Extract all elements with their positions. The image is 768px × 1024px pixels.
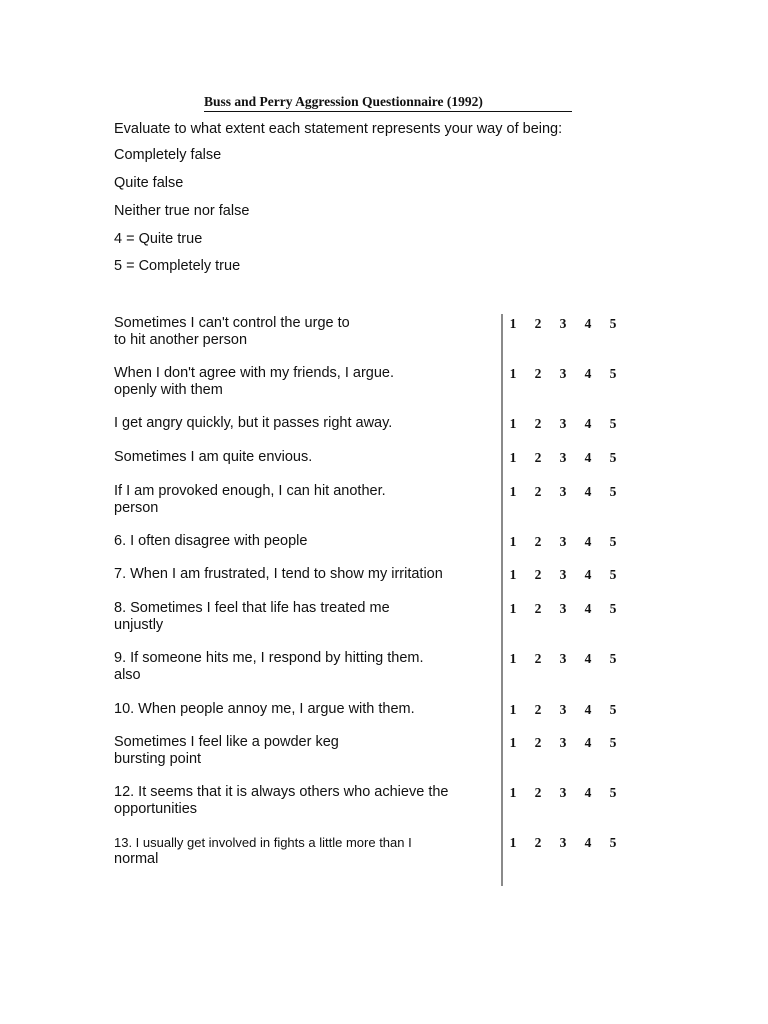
question-item	[114, 834, 494, 868]
question-text-line1: 10. When people annoy me, I argue with them.	[114, 701, 415, 717]
rating-option-2[interactable]: 2	[534, 450, 542, 465]
question-text-line1: 13. I usually get involved in fights a little more than I	[114, 835, 412, 850]
rating-option-3[interactable]: 3	[559, 702, 567, 717]
question-text-line1: When I don't agree with my friends, I argue.	[114, 365, 395, 381]
rating-scale	[508, 600, 618, 617]
question-item	[114, 415, 494, 432]
rating-option-2[interactable]: 2	[534, 601, 542, 616]
question-item	[114, 701, 494, 718]
rating-scale	[508, 784, 618, 801]
scale-option-4: 4 = Quite true	[114, 231, 203, 247]
scale-option-3: Neither true nor false	[114, 203, 250, 219]
rating-option-4[interactable]: 4	[584, 735, 592, 750]
rating-option-3[interactable]: 3	[559, 450, 567, 465]
rating-option-1[interactable]: 1	[509, 651, 517, 666]
rating-option-2[interactable]: 2	[534, 534, 542, 549]
question-item	[114, 483, 494, 517]
rating-option-5[interactable]: 5	[609, 567, 617, 582]
question-item	[114, 315, 494, 349]
rating-scale	[508, 734, 618, 751]
rating-option-1[interactable]: 1	[509, 366, 517, 381]
rating-option-3[interactable]: 3	[559, 785, 567, 800]
question-text-line1: 6. I often disagree with people	[114, 533, 308, 549]
rating-option-3[interactable]: 3	[559, 651, 567, 666]
question-text-line1: Sometimes I feel like a powder keg	[114, 734, 339, 750]
question-text-line2: also	[114, 667, 141, 683]
question-text-line2: unjustly	[114, 617, 164, 633]
scale-option-1: Completely false	[114, 147, 222, 163]
rating-option-5[interactable]: 5	[609, 702, 617, 717]
question-item	[114, 784, 494, 818]
scale-option-5: 5 = Completely true	[114, 258, 241, 274]
question-text-line1: Sometimes I am quite envious.	[114, 449, 313, 465]
rating-option-1[interactable]: 1	[509, 601, 517, 616]
rating-option-5[interactable]: 5	[609, 601, 617, 616]
question-item	[114, 734, 494, 768]
question-text-line1: Sometimes I can't control the urge to	[114, 315, 350, 331]
rating-option-3[interactable]: 3	[559, 601, 567, 616]
rating-option-3[interactable]: 3	[559, 484, 567, 499]
rating-scale	[508, 315, 618, 332]
rating-option-5[interactable]: 5	[609, 366, 617, 381]
question-item	[114, 449, 494, 466]
instructions: Evaluate to what extent each statement represents your way of being:	[114, 121, 563, 137]
question-item	[114, 650, 494, 684]
scale-option-2: Quite false	[114, 175, 184, 191]
rating-option-4[interactable]: 4	[584, 835, 592, 850]
question-item	[114, 533, 494, 550]
question-text-line1: I get angry quickly, but it passes right away.	[114, 415, 393, 431]
rating-option-3[interactable]: 3	[559, 416, 567, 431]
rating-option-4[interactable]: 4	[584, 785, 592, 800]
rating-scale	[508, 415, 618, 432]
question-text-line1: 9. If someone hits me, I respond by hitting them.	[114, 650, 424, 666]
rating-scale	[508, 701, 618, 718]
question-text-line1: 12. It seems that it is always others who achieve the	[114, 784, 449, 800]
rating-option-2[interactable]: 2	[534, 702, 542, 717]
rating-scale	[508, 566, 618, 583]
rating-option-4[interactable]: 4	[584, 450, 592, 465]
rating-option-1[interactable]: 1	[509, 567, 517, 582]
rating-option-2[interactable]: 2	[534, 484, 542, 499]
rating-option-2[interactable]: 2	[534, 416, 542, 431]
rating-option-5[interactable]: 5	[609, 534, 617, 549]
rating-option-1[interactable]: 1	[509, 534, 517, 549]
rating-option-5[interactable]: 5	[609, 416, 617, 431]
rating-option-1[interactable]: 1	[509, 450, 517, 465]
question-text-line1: If I am provoked enough, I can hit another.	[114, 483, 386, 499]
rating-option-5[interactable]: 5	[609, 735, 617, 750]
rating-option-4[interactable]: 4	[584, 416, 592, 431]
rating-option-1[interactable]: 1	[509, 835, 517, 850]
rating-option-2[interactable]: 2	[534, 651, 542, 666]
rating-scale	[508, 365, 618, 382]
question-text-line2: to hit another person	[114, 332, 248, 348]
rating-option-1[interactable]: 1	[509, 416, 517, 431]
rating-scale	[508, 650, 618, 667]
question-text-line2: bursting point	[114, 751, 202, 767]
rating-option-2[interactable]: 2	[534, 785, 542, 800]
rating-option-3[interactable]: 3	[559, 316, 567, 331]
question-text-line2: opportunities	[114, 801, 198, 817]
rating-option-5[interactable]: 5	[609, 835, 617, 850]
rating-option-5[interactable]: 5	[609, 651, 617, 666]
rating-option-3[interactable]: 3	[559, 534, 567, 549]
question-text-line2: openly with them	[114, 382, 223, 398]
rating-option-4[interactable]: 4	[584, 601, 592, 616]
column-divider	[501, 314, 503, 886]
question-item	[114, 365, 494, 399]
rating-option-3[interactable]: 3	[559, 735, 567, 750]
rating-option-1[interactable]: 1	[509, 785, 517, 800]
document-title: Buss and Perry Aggression Questionnaire (1992)	[204, 94, 572, 112]
rating-option-4[interactable]: 4	[584, 534, 592, 549]
rating-option-1[interactable]: 1	[509, 484, 517, 499]
rating-option-3[interactable]: 3	[559, 567, 567, 582]
rating-option-4[interactable]: 4	[584, 366, 592, 381]
question-text-line1: 8. Sometimes I feel that life has treated me	[114, 600, 390, 616]
rating-option-2[interactable]: 2	[534, 735, 542, 750]
rating-scale	[508, 533, 618, 550]
rating-option-5[interactable]: 5	[609, 450, 617, 465]
rating-option-1[interactable]: 1	[509, 316, 517, 331]
question-item	[114, 600, 494, 634]
rating-option-4[interactable]: 4	[584, 484, 592, 499]
rating-option-2[interactable]: 2	[534, 835, 542, 850]
rating-option-1[interactable]: 1	[509, 702, 517, 717]
rating-scale	[508, 449, 618, 466]
rating-option-3[interactable]: 3	[559, 835, 567, 850]
rating-option-4[interactable]: 4	[584, 702, 592, 717]
rating-option-1[interactable]: 1	[509, 735, 517, 750]
question-text-line2: person	[114, 500, 159, 516]
rating-option-5[interactable]: 5	[609, 316, 617, 331]
rating-option-4[interactable]: 4	[584, 316, 592, 331]
rating-option-2[interactable]: 2	[534, 316, 542, 331]
rating-option-5[interactable]: 5	[609, 785, 617, 800]
question-text-line1: 7. When I am frustrated, I tend to show my irritation	[114, 566, 443, 582]
question-text-line2: normal	[114, 851, 159, 867]
rating-option-5[interactable]: 5	[609, 484, 617, 499]
rating-option-4[interactable]: 4	[584, 651, 592, 666]
rating-option-2[interactable]: 2	[534, 366, 542, 381]
question-item	[114, 566, 494, 583]
rating-scale	[508, 834, 618, 851]
rating-option-4[interactable]: 4	[584, 567, 592, 582]
rating-scale	[508, 483, 618, 500]
rating-option-3[interactable]: 3	[559, 366, 567, 381]
rating-option-2[interactable]: 2	[534, 567, 542, 582]
